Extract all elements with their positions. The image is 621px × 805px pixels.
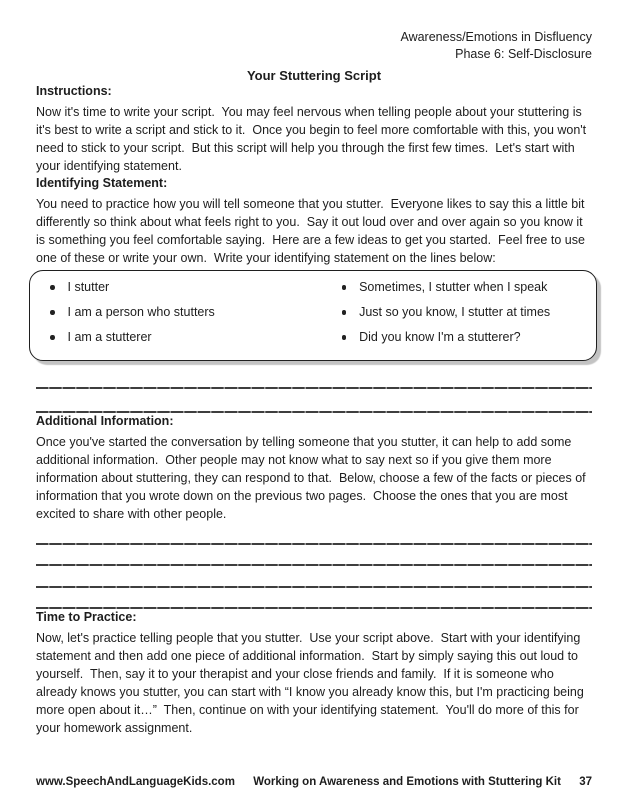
- section-instructions: [36, 83, 592, 175]
- idea-text: Just so you know, I stutter at times: [359, 305, 551, 319]
- bullet-icon: [342, 285, 347, 290]
- idea-text: Did you know I'm a stutterer?: [359, 330, 521, 344]
- section-additional-information: [36, 413, 592, 609]
- bullet-icon: [50, 285, 55, 290]
- writing-line: [36, 545, 592, 567]
- section-identifying-statement: [36, 175, 592, 413]
- writing-line: [36, 566, 592, 588]
- page-title: Your Stuttering Script: [246, 68, 382, 83]
- additional-heading: Additional Information:: [36, 414, 174, 428]
- section-time-to-practice: [36, 609, 592, 737]
- bullet-icon: [50, 310, 55, 315]
- writing-line: [36, 588, 592, 610]
- identifying-heading: Identifying Statement:: [36, 176, 168, 190]
- footer-website: www.SpeechAndLanguageKids.com: [36, 776, 235, 788]
- identifying-body: You need to practice how you will tell someone that you stutter. Everyone likes to say this a little bit differently so think about what feels right to you. Say it out loud over and over again so you know it is something you feel comfortable saying. Here are a few ideas to get you started. Feel free to use one of these or write your own. Write your identifying statement on the lines below:: [36, 197, 589, 265]
- instructions-body: Now it's time to write your script. You may feel nervous when telling people about your stuttering is it's best to write a script and stick to it. Once you begin to feel more comfortable with this, you won't need to stick to your script. But this script will help you through the first few times. Let's start with your identifying statement.: [36, 105, 590, 173]
- idea-item: [48, 280, 340, 305]
- idea-item: [48, 330, 340, 355]
- ideas-column-left: [48, 280, 340, 355]
- additional-writing-lines: [36, 523, 592, 609]
- writing-line: [36, 389, 592, 413]
- idea-item: [340, 330, 588, 355]
- idea-text: I am a stutterer: [67, 330, 152, 344]
- identifying-ideas-box: [29, 270, 597, 361]
- writing-line: [36, 523, 592, 545]
- bullet-icon: [342, 335, 347, 340]
- idea-item: [48, 305, 340, 330]
- ideas-column-right: [340, 280, 588, 355]
- idea-text: Sometimes, I stutter when I speak: [359, 280, 548, 294]
- idea-text: I stutter: [67, 280, 110, 294]
- header-line-2: Phase 6: Self-Disclosure: [455, 46, 592, 61]
- idea-item: [340, 280, 588, 305]
- idea-text: I am a person who stutters: [67, 305, 215, 319]
- practice-heading: Time to Practice:: [36, 610, 137, 624]
- bullet-icon: [342, 310, 347, 315]
- footer-kit-title: Working on Awareness and Emotions with Stuttering Kit: [253, 776, 561, 788]
- idea-item: [340, 305, 588, 330]
- bullet-icon: [50, 335, 55, 340]
- doc-footer: [36, 776, 592, 788]
- footer-page-number: 37: [579, 776, 592, 788]
- header-line-1: Awareness/Emotions in Disfluency: [400, 30, 592, 44]
- practice-body: Now, let's practice telling people that you stutter. Use your script above. Start with your identifying statement and then add one piece of additional information. Start by simply saying this out loud to yourself. Then, say it to your therapist and your close friends and family. If it is someone who already knows you stutter, you can start with “I know you already know this, but I'm practicing being more open about it…” Then, continue on with your identifying statement. You'll do more of this for your homework assignment.: [36, 631, 588, 735]
- writing-line: [36, 365, 592, 389]
- doc-header: [36, 29, 592, 62]
- instructions-heading: Instructions:: [36, 84, 112, 98]
- identifying-writing-lines: [36, 365, 592, 413]
- additional-body: Once you've started the conversation by telling someone that you stutter, it can help to add some additional information. Other people may not know what to say next so if you give them more information about stuttering, they can respond to that. Below, choose a few of the facts or pieces of information that you wrote down on the previous two pages. Choose the ones that you are most excited to share with other people.: [36, 435, 590, 521]
